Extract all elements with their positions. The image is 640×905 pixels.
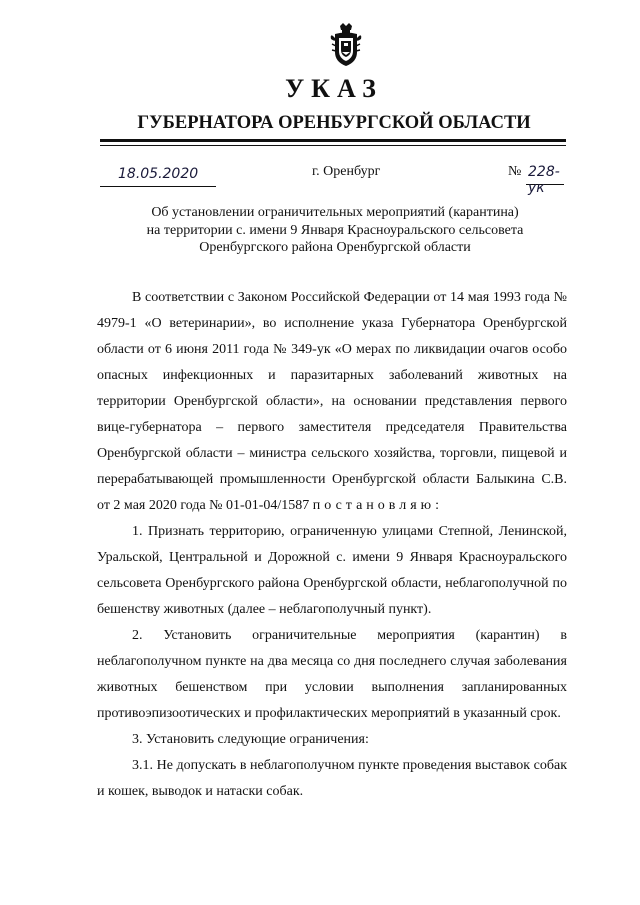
subject-line: Оренбургского района Оренбургской области — [199, 240, 471, 255]
item-3: 3. Установить следующие ограничения: — [132, 732, 369, 747]
header-divider-thin — [100, 145, 566, 146]
coat-of-arms-icon — [329, 22, 363, 68]
item-2: 2. Установить ограничительные мероприятия (карантин) в неблагополучном пункте на два месяца со дня последнего случая заболевания животных бешенством при условии выполнения запланированных противоэпизоотических и профилактических мероприятий в указанный срок. — [97, 628, 567, 721]
city: г. Оренбург — [312, 164, 381, 179]
intro-paragraph — [97, 285, 567, 519]
date-value: 18.05.2020 — [118, 166, 199, 182]
subject-block — [110, 204, 560, 257]
subject-line: Об установлении ограничительных мероприятий (карантина) — [151, 205, 519, 220]
date-field — [100, 166, 216, 187]
intro-text: В соответствии с Законом Российской Федерации от 14 мая 1993 года № 4979-1 «О ветеринарии», во исполнение указа Губернатора Оренбургской области от 6 июня 2011 года № 349-ук «О мерах по ликвидации очагов особо опасных инфекционных и паразитарных заболеваний животных на территории Оренбургской области», на основании представления первого вице-губернатора – первого заместителя председателя Правительства Оренбургской области – министра сельского хозяйства, торговли, пищевой и перерабатывающей промышленности Оренбургской области Балыкина С.В. от 2 мая 2020 года № 01-01-04/1587 — [97, 290, 567, 513]
document-body — [97, 285, 567, 805]
subject-line: на территории с. имени 9 Января Красноуральского сельсовета — [146, 222, 524, 238]
item-3-1: 3.1. Не допускать в неблагополучном пункте проведения выставок собак и кошек, выводок и натаски собак. — [97, 758, 567, 799]
issuer-title: ГУБЕРНАТОРА ОРЕНБУРГСКОЙ ОБЛАСТИ — [137, 113, 531, 133]
number-label: № — [508, 164, 522, 179]
decree-word: постановляю: — [312, 498, 443, 513]
number-value: 228-ук — [528, 164, 560, 196]
number-field — [526, 164, 564, 196]
item-1: 1. Признать территорию, ограниченную улицами Степной, Ленинской, Уральской, Центральной и Дорожной с. имени 9 Января Красноуральского сельсовета Оренбургского района Оренбургской области, неблагополучной по бешенству животных (далее – неблагополучный пункт). — [97, 524, 567, 617]
header-divider-thick — [100, 139, 566, 142]
document-title: УКАЗ — [285, 74, 383, 103]
